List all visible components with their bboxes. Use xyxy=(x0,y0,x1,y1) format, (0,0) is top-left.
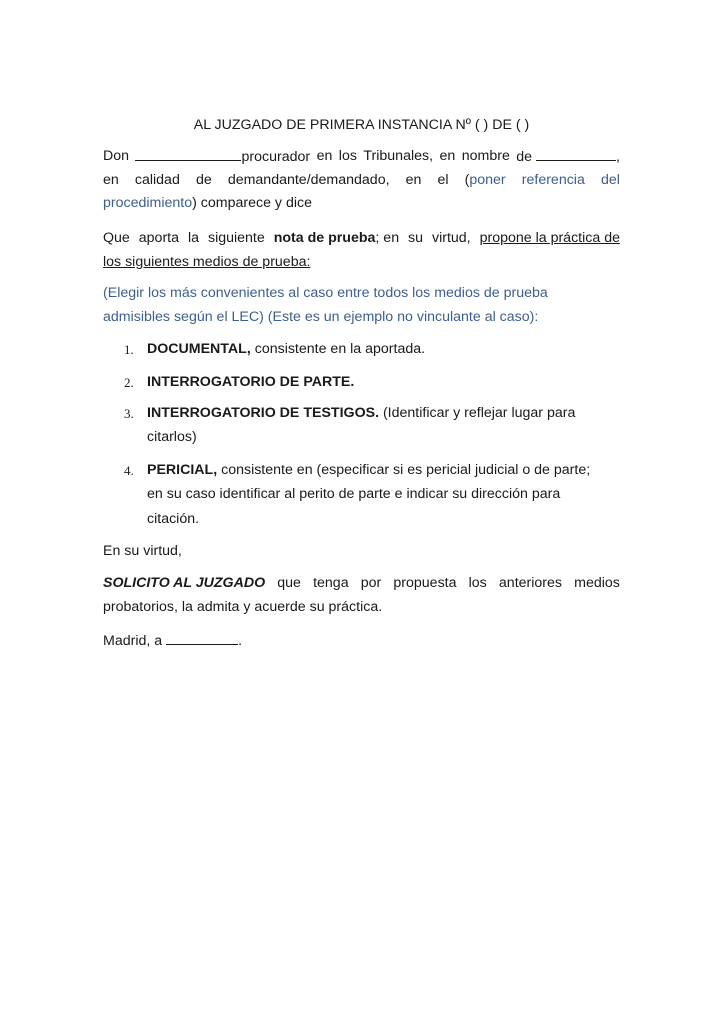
list-item: INTERROGATORIO DE PARTE. xyxy=(147,374,355,390)
list-number: 2. xyxy=(124,375,134,390)
intro-line-1: Don procurador en los Tribunales, en nombre de , xyxy=(103,148,620,165)
document-title: AL JUZGADO DE PRIMERA INSTANCIA Nº ( ) DE ( ) xyxy=(193,117,530,133)
list-number: 3. xyxy=(124,406,134,421)
date-blank xyxy=(166,631,238,645)
list-item: PERICIAL, consistente en (especificar si es pericial judicial o de parte; xyxy=(147,462,591,478)
closing-text: En su virtud, xyxy=(103,543,182,559)
note-line-1: (Elegir los más convenientes al caso entre todos los medios de prueba xyxy=(103,285,548,301)
place-date: Madrid, a . xyxy=(103,633,243,649)
list-item-continuation: citarlos) xyxy=(147,429,197,445)
proof-line-1: Que aporta la siguiente nota de prueba; en su virtud, propone la práctica de xyxy=(103,230,620,246)
list-number: 1. xyxy=(124,342,134,357)
client-blank xyxy=(536,147,616,161)
list-item-continuation: en su caso identificar al perito de parte e indicar su dirección para xyxy=(147,486,561,502)
request-line-1: SOLICITO AL JUZGADO que tenga por propuesta los anteriores medios xyxy=(103,575,620,591)
list-item: INTERROGATORIO DE TESTIGOS. (Identificar y reflejar lugar para xyxy=(147,405,576,421)
proof-line-2: los siguientes medios de prueba: xyxy=(103,254,311,270)
note-line-2: admisibles según el LEC) (Este es un ejemplo no vinculante al caso): xyxy=(103,309,539,325)
request-line-2: probatorios, la admita y acuerde su práctica. xyxy=(103,599,383,615)
list-item-continuation: citación. xyxy=(147,511,200,527)
list-item: DOCUMENTAL, consistente en la aportada. xyxy=(147,341,426,357)
name-blank xyxy=(135,147,241,161)
intro-line-3: procedimiento) comparece y dice xyxy=(103,195,312,211)
list-number: 4. xyxy=(124,463,134,478)
intro-line-2: en calidad de demandante/demandado, en el (poner referencia del xyxy=(103,172,620,188)
